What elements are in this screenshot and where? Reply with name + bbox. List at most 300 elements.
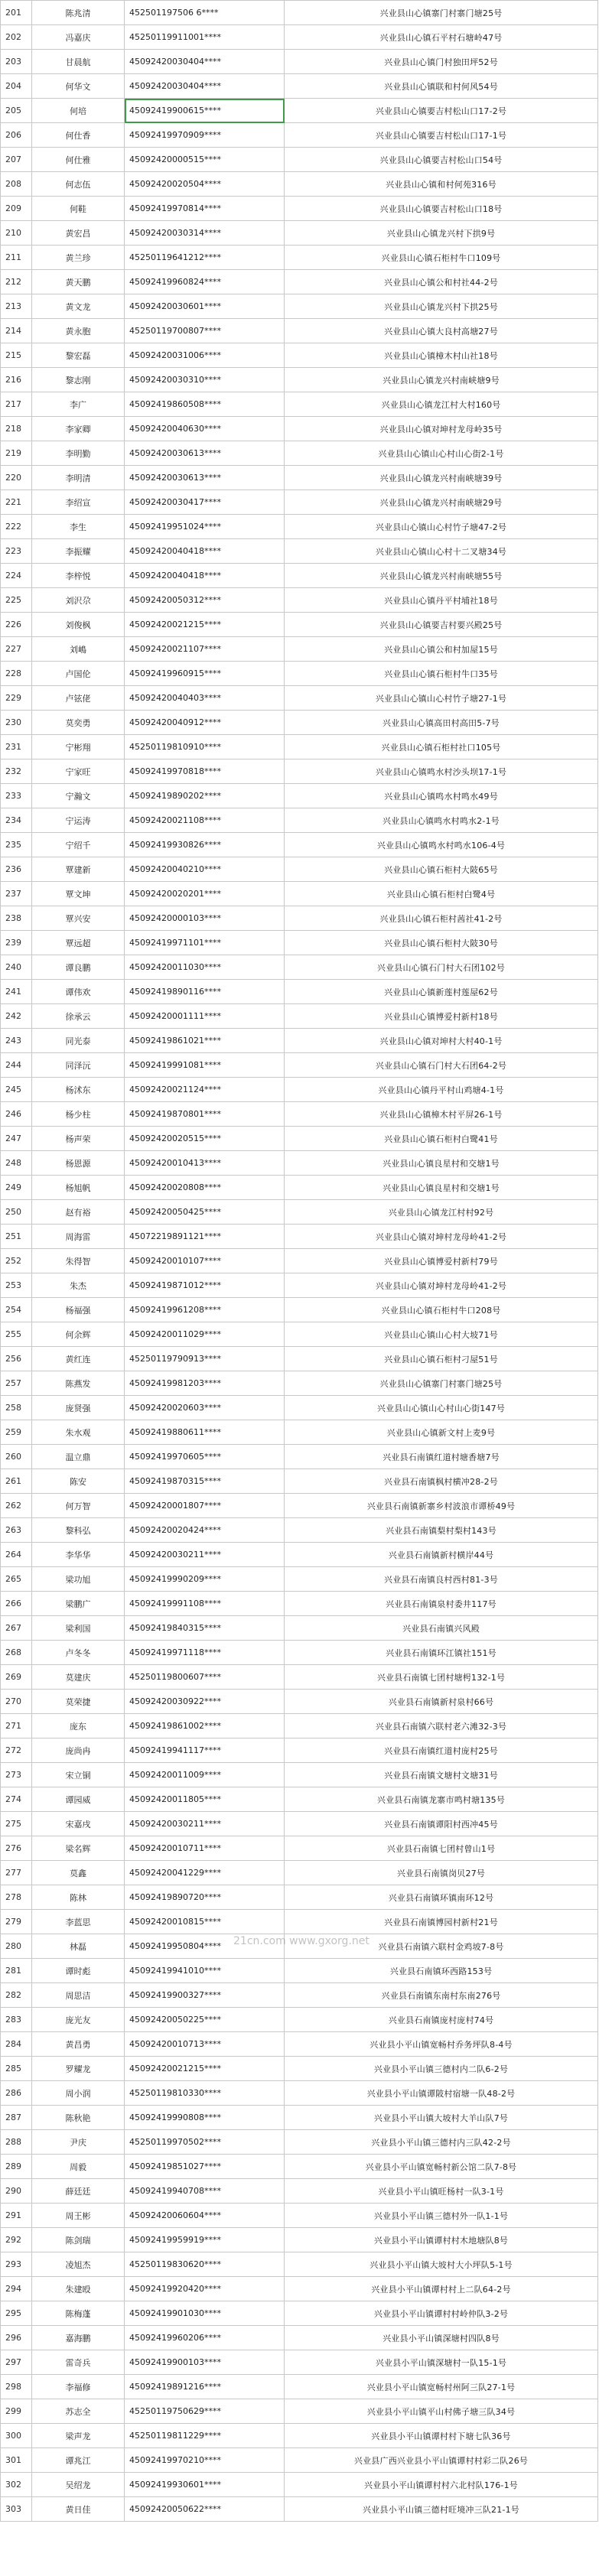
row-number[interactable]: 275 bbox=[1, 1812, 32, 1836]
id-number-cell[interactable]: 45092420040630**** bbox=[125, 417, 285, 441]
row-number[interactable]: 216 bbox=[1, 368, 32, 392]
table-row[interactable] bbox=[1, 1249, 598, 1273]
table-row[interactable] bbox=[1, 1127, 598, 1151]
name-cell[interactable]: 杨恩源 bbox=[32, 1151, 125, 1176]
table-row[interactable] bbox=[1, 1420, 598, 1445]
table-row[interactable] bbox=[1, 564, 598, 588]
row-number[interactable]: 240 bbox=[1, 955, 32, 980]
row-number[interactable]: 303 bbox=[1, 2497, 32, 2522]
id-number-cell[interactable]: 45092419971101**** bbox=[125, 931, 285, 955]
name-cell[interactable]: 何仕雅 bbox=[32, 148, 125, 172]
address-cell[interactable]: 兴业县山心镇门村独田坪52号 bbox=[285, 50, 598, 74]
table-row[interactable] bbox=[1, 490, 598, 515]
row-number[interactable]: 260 bbox=[1, 1445, 32, 1469]
table-row[interactable] bbox=[1, 662, 598, 686]
id-number-cell[interactable]: 45092420020504**** bbox=[125, 172, 285, 197]
row-number[interactable]: 295 bbox=[1, 2301, 32, 2326]
table-row[interactable] bbox=[1, 2057, 598, 2081]
name-cell[interactable]: 卢冬冬 bbox=[32, 1641, 125, 1665]
address-cell[interactable]: 兴业县石南镇红道村塘香塘7号 bbox=[285, 1445, 598, 1469]
name-cell[interactable]: 朱得智 bbox=[32, 1249, 125, 1273]
name-cell[interactable]: 赵有裕 bbox=[32, 1200, 125, 1225]
row-number[interactable]: 214 bbox=[1, 319, 32, 343]
id-number-cell[interactable]: 45250119911001**** bbox=[125, 25, 285, 50]
address-cell[interactable]: 兴业县小平山镇谭村村上二队64-2号 bbox=[285, 2277, 598, 2301]
name-cell[interactable]: 莫鑫 bbox=[32, 1861, 125, 1885]
table-row[interactable] bbox=[1, 784, 598, 808]
address-cell[interactable]: 兴业县石南镇梨村梨村143号 bbox=[285, 1518, 598, 1543]
name-cell[interactable]: 黎科弘 bbox=[32, 1518, 125, 1543]
id-number-cell[interactable]: 45250119700807**** bbox=[125, 319, 285, 343]
address-cell[interactable]: 兴业县小平山镇宽畅村州阿三队27-1号 bbox=[285, 2375, 598, 2399]
table-row[interactable] bbox=[1, 931, 598, 955]
name-cell[interactable]: 梁利国 bbox=[32, 1616, 125, 1641]
address-cell[interactable]: 兴业县山心镇公和村加屋15号 bbox=[285, 637, 598, 662]
table-row[interactable] bbox=[1, 1200, 598, 1225]
table-row[interactable] bbox=[1, 441, 598, 466]
row-number[interactable]: 234 bbox=[1, 808, 32, 833]
name-cell[interactable]: 何鞋 bbox=[32, 197, 125, 221]
table-row[interactable] bbox=[1, 1812, 598, 1836]
table-row[interactable] bbox=[1, 711, 598, 735]
address-cell[interactable]: 兴业县山心镇博爱村新村18号 bbox=[285, 1004, 598, 1029]
name-cell[interactable]: 朱水观 bbox=[32, 1420, 125, 1445]
row-number[interactable]: 277 bbox=[1, 1861, 32, 1885]
table-row[interactable] bbox=[1, 1004, 598, 1029]
name-cell[interactable]: 宋立铜 bbox=[32, 1763, 125, 1787]
row-number[interactable]: 282 bbox=[1, 1983, 32, 2008]
table-row[interactable] bbox=[1, 1959, 598, 1983]
row-number[interactable]: 287 bbox=[1, 2106, 32, 2130]
row-number[interactable]: 201 bbox=[1, 1, 32, 25]
table-row[interactable] bbox=[1, 1567, 598, 1592]
id-number-cell[interactable]: 45092420030404**** bbox=[125, 74, 285, 99]
table-row[interactable] bbox=[1, 2497, 598, 2522]
row-number[interactable]: 224 bbox=[1, 564, 32, 588]
address-cell[interactable]: 兴业县小平山镇谭村村木地塘队8号 bbox=[285, 2228, 598, 2252]
table-row[interactable] bbox=[1, 2204, 598, 2228]
id-number-cell[interactable]: 45092420010713**** bbox=[125, 2032, 285, 2057]
address-cell[interactable]: 兴业县山心镇龙兴村南峡塘55号 bbox=[285, 564, 598, 588]
id-number-cell[interactable]: 45250119641212**** bbox=[125, 246, 285, 270]
name-cell[interactable]: 刘俊枫 bbox=[32, 613, 125, 637]
address-cell[interactable]: 兴业县小平山镇大坡村大羊山队7号 bbox=[285, 2106, 598, 2130]
row-number[interactable]: 278 bbox=[1, 1885, 32, 1910]
address-cell[interactable]: 兴业县山心镇寨门村寨门塘25号 bbox=[285, 1371, 598, 1396]
row-number[interactable]: 297 bbox=[1, 2350, 32, 2375]
name-cell[interactable]: 谭良鹏 bbox=[32, 955, 125, 980]
id-number-cell[interactable]: 45092420050622**** bbox=[125, 2497, 285, 2522]
table-row[interactable] bbox=[1, 515, 598, 539]
name-cell[interactable]: 李华华 bbox=[32, 1543, 125, 1567]
table-row[interactable] bbox=[1, 808, 598, 833]
id-number-cell[interactable]: 45092420031006**** bbox=[125, 343, 285, 368]
table-row[interactable] bbox=[1, 539, 598, 564]
address-cell[interactable]: 兴业县山心镇石柜村牛口109号 bbox=[285, 246, 598, 270]
id-number-cell[interactable]: 45092420030211**** bbox=[125, 1543, 285, 1567]
table-row[interactable] bbox=[1, 1445, 598, 1469]
name-cell[interactable]: 梁鹏广 bbox=[32, 1592, 125, 1616]
id-number-cell[interactable]: 45092420021108**** bbox=[125, 808, 285, 833]
row-number[interactable]: 236 bbox=[1, 857, 32, 882]
row-number[interactable]: 301 bbox=[1, 2448, 32, 2473]
address-cell[interactable]: 兴业县小平山镇平山村佛子塘三队34号 bbox=[285, 2399, 598, 2424]
row-number[interactable]: 274 bbox=[1, 1787, 32, 1812]
table-row[interactable] bbox=[1, 294, 598, 319]
address-cell[interactable]: 兴业县石南镇泉村委井117号 bbox=[285, 1592, 598, 1616]
id-number-cell[interactable]: 45250119790913**** bbox=[125, 1347, 285, 1371]
name-cell[interactable]: 何志伍 bbox=[32, 172, 125, 197]
address-cell[interactable]: 兴业县山心镇石柜村白鹭41号 bbox=[285, 1127, 598, 1151]
address-cell[interactable]: 兴业县石南镇六联村金鸡坡7-8号 bbox=[285, 1934, 598, 1959]
name-cell[interactable]: 莫奕勇 bbox=[32, 711, 125, 735]
name-cell[interactable]: 李家卿 bbox=[32, 417, 125, 441]
table-row[interactable] bbox=[1, 882, 598, 906]
table-row[interactable] bbox=[1, 2301, 598, 2326]
id-number-cell[interactable]: 45092419901030**** bbox=[125, 2301, 285, 2326]
id-number-cell[interactable]: 45092419990209**** bbox=[125, 1567, 285, 1592]
name-cell[interactable]: 陈燕发 bbox=[32, 1371, 125, 1396]
address-cell[interactable]: 兴业县山心镇龙兴村下拱9号 bbox=[285, 221, 598, 246]
row-number[interactable]: 273 bbox=[1, 1763, 32, 1787]
table-row[interactable] bbox=[1, 2252, 598, 2277]
name-cell[interactable]: 凌旭杰 bbox=[32, 2252, 125, 2277]
name-cell[interactable]: 李广 bbox=[32, 392, 125, 417]
table-row[interactable] bbox=[1, 392, 598, 417]
name-cell[interactable]: 何余辉 bbox=[32, 1322, 125, 1347]
address-cell[interactable]: 兴业县山心镇要吉村要兴殿25号 bbox=[285, 613, 598, 637]
name-cell[interactable]: 黄日佳 bbox=[32, 2497, 125, 2522]
address-cell[interactable]: 兴业县山心镇良星村和交塘1号 bbox=[285, 1151, 598, 1176]
name-cell[interactable]: 陈梅蓬 bbox=[32, 2301, 125, 2326]
name-cell[interactable]: 李梓悦 bbox=[32, 564, 125, 588]
name-cell[interactable]: 李明清 bbox=[32, 466, 125, 490]
table-row[interactable] bbox=[1, 1543, 598, 1567]
name-cell[interactable]: 宁绍千 bbox=[32, 833, 125, 857]
name-cell[interactable]: 宋嘉戌 bbox=[32, 1812, 125, 1836]
name-cell[interactable]: 杨少柱 bbox=[32, 1102, 125, 1127]
table-row[interactable] bbox=[1, 319, 598, 343]
name-cell[interactable]: 谭时彪 bbox=[32, 1959, 125, 1983]
name-cell[interactable]: 黄宏昌 bbox=[32, 221, 125, 246]
id-number-cell[interactable]: 45092419871012**** bbox=[125, 1273, 285, 1298]
name-cell[interactable]: 莫建庆 bbox=[32, 1665, 125, 1690]
id-number-cell[interactable]: 45092420010711**** bbox=[125, 1836, 285, 1861]
address-cell[interactable]: 兴业县山心镇鸣水村沙头坝17-1号 bbox=[285, 759, 598, 784]
address-cell[interactable]: 兴业县山心镇公和村社44-2号 bbox=[285, 270, 598, 294]
table-row[interactable] bbox=[1, 588, 598, 613]
row-number[interactable]: 249 bbox=[1, 1176, 32, 1200]
table-row[interactable] bbox=[1, 1, 598, 25]
table-row[interactable] bbox=[1, 2424, 598, 2448]
id-number-cell[interactable]: 45092419860508**** bbox=[125, 392, 285, 417]
name-cell[interactable]: 梁功旭 bbox=[32, 1567, 125, 1592]
name-cell[interactable]: 温立鼎 bbox=[32, 1445, 125, 1469]
address-cell[interactable]: 兴业县石南镇环西路153号 bbox=[285, 1959, 598, 1983]
name-cell[interactable]: 莫荣捷 bbox=[32, 1690, 125, 1714]
table-row[interactable] bbox=[1, 50, 598, 74]
name-cell[interactable]: 薛廷廷 bbox=[32, 2179, 125, 2204]
address-cell[interactable]: 兴业县小平山镇三德村旺境冲三队21-1号 bbox=[285, 2497, 598, 2522]
row-number[interactable]: 210 bbox=[1, 221, 32, 246]
name-cell[interactable]: 徐承云 bbox=[32, 1004, 125, 1029]
table-row[interactable] bbox=[1, 980, 598, 1004]
row-number[interactable]: 228 bbox=[1, 662, 32, 686]
name-cell[interactable]: 黄兰珍 bbox=[32, 246, 125, 270]
id-number-cell[interactable]: 45092419951024**** bbox=[125, 515, 285, 539]
id-number-cell[interactable]: 45092420041229**** bbox=[125, 1861, 285, 1885]
table-row[interactable] bbox=[1, 2350, 598, 2375]
id-number-cell[interactable]: 45092420030417**** bbox=[125, 490, 285, 515]
id-number-cell[interactable]: 45092419870315**** bbox=[125, 1469, 285, 1494]
row-number[interactable]: 299 bbox=[1, 2399, 32, 2424]
id-number-cell[interactable]: 45092419970818**** bbox=[125, 759, 285, 784]
row-number[interactable]: 241 bbox=[1, 980, 32, 1004]
table-row[interactable] bbox=[1, 417, 598, 441]
row-number[interactable]: 230 bbox=[1, 711, 32, 735]
name-cell[interactable]: 覃建新 bbox=[32, 857, 125, 882]
address-cell[interactable]: 兴业县石南镇东南村东南276号 bbox=[285, 1983, 598, 2008]
id-number-cell[interactable]: 45250119810910**** bbox=[125, 735, 285, 759]
id-number-cell[interactable]: 45092419851027**** bbox=[125, 2155, 285, 2179]
name-cell[interactable]: 宁彬翔 bbox=[32, 735, 125, 759]
id-number-cell[interactable]: 45092420020201**** bbox=[125, 882, 285, 906]
name-cell[interactable]: 李绍宣 bbox=[32, 490, 125, 515]
address-cell[interactable]: 兴业县广西兴业县小平山镇谭村村彩二队26号 bbox=[285, 2448, 598, 2473]
id-number-cell[interactable]: 45092420010413**** bbox=[125, 1151, 285, 1176]
id-number-cell[interactable]: 45092419920420**** bbox=[125, 2277, 285, 2301]
name-cell[interactable]: 黎宏磊 bbox=[32, 343, 125, 368]
table-row[interactable] bbox=[1, 833, 598, 857]
address-cell[interactable]: 兴业县小平山镇三德村外一队1-1号 bbox=[285, 2204, 598, 2228]
name-cell[interactable]: 陈兆清 bbox=[32, 1, 125, 25]
address-cell[interactable]: 兴业县小平山镇谭村村下塘七队36号 bbox=[285, 2424, 598, 2448]
table-row[interactable] bbox=[1, 686, 598, 711]
name-cell[interactable]: 林磊 bbox=[32, 1934, 125, 1959]
table-row[interactable] bbox=[1, 2448, 598, 2473]
id-number-cell[interactable]: 45092420020603**** bbox=[125, 1396, 285, 1420]
table-row[interactable] bbox=[1, 2473, 598, 2497]
address-cell[interactable]: 兴业县小平山镇三德村内三队42-2号 bbox=[285, 2130, 598, 2155]
name-cell[interactable]: 庞东 bbox=[32, 1714, 125, 1738]
id-number-cell[interactable]: 45092420011009**** bbox=[125, 1763, 285, 1787]
name-cell[interactable]: 覃远超 bbox=[32, 931, 125, 955]
name-cell[interactable]: 黄昌勇 bbox=[32, 2032, 125, 2057]
address-cell[interactable]: 兴业县石南镇兴风殿 bbox=[285, 1616, 598, 1641]
name-cell[interactable]: 覃兴安 bbox=[32, 906, 125, 931]
row-number[interactable]: 286 bbox=[1, 2081, 32, 2106]
id-number-cell[interactable]: 45092419960206**** bbox=[125, 2326, 285, 2350]
address-cell[interactable]: 兴业县石南镇新村横岸44号 bbox=[285, 1543, 598, 1567]
table-row[interactable] bbox=[1, 172, 598, 197]
row-number[interactable]: 233 bbox=[1, 784, 32, 808]
address-cell[interactable]: 兴业县山心镇石柜村牛口208号 bbox=[285, 1298, 598, 1322]
row-number[interactable]: 205 bbox=[1, 99, 32, 123]
address-cell[interactable]: 兴业县石南镇环镇南环12号 bbox=[285, 1885, 598, 1910]
address-cell[interactable]: 兴业县石南镇新寨乡村波浪市谭桥49号 bbox=[285, 1494, 598, 1518]
id-number-cell[interactable]: 45092420020515**** bbox=[125, 1127, 285, 1151]
address-cell[interactable]: 兴业县小平山镇三德村内二队6-2号 bbox=[285, 2057, 598, 2081]
table-row[interactable] bbox=[1, 2399, 598, 2424]
row-number[interactable]: 211 bbox=[1, 246, 32, 270]
name-cell[interactable]: 陈秋艳 bbox=[32, 2106, 125, 2130]
table-row[interactable] bbox=[1, 1102, 598, 1127]
address-cell[interactable]: 兴业县小平山镇深塘村一队15-1号 bbox=[285, 2350, 598, 2375]
name-cell[interactable]: 谭兆江 bbox=[32, 2448, 125, 2473]
name-cell[interactable]: 覃文坤 bbox=[32, 882, 125, 906]
id-number-cell[interactable]: 45250119750629**** bbox=[125, 2399, 285, 2424]
address-cell[interactable]: 兴业县山心镇山心村山心街147号 bbox=[285, 1396, 598, 1420]
address-cell[interactable]: 兴业县石南镇六联村老六滩32-3号 bbox=[285, 1714, 598, 1738]
table-row[interactable] bbox=[1, 613, 598, 637]
address-cell[interactable]: 兴业县山心镇大良村高塘27号 bbox=[285, 319, 598, 343]
id-number-cell[interactable]: 45092420030613**** bbox=[125, 441, 285, 466]
table-row[interactable] bbox=[1, 2155, 598, 2179]
address-cell[interactable]: 兴业县石南镇文塘村文塘31号 bbox=[285, 1763, 598, 1787]
name-cell[interactable]: 陈安 bbox=[32, 1469, 125, 1494]
row-number[interactable]: 268 bbox=[1, 1641, 32, 1665]
row-number[interactable]: 207 bbox=[1, 148, 32, 172]
id-number-cell[interactable]: 45092419840315**** bbox=[125, 1616, 285, 1641]
row-number[interactable]: 221 bbox=[1, 490, 32, 515]
address-cell[interactable]: 兴业县石南镇良村西村81-3号 bbox=[285, 1567, 598, 1592]
row-number[interactable]: 213 bbox=[1, 294, 32, 319]
address-cell[interactable]: 兴业县石南镇博园村新村21号 bbox=[285, 1910, 598, 1934]
table-row[interactable] bbox=[1, 368, 598, 392]
name-cell[interactable]: 尹庆 bbox=[32, 2130, 125, 2155]
address-cell[interactable]: 兴业县山心镇龙江村大村160号 bbox=[285, 392, 598, 417]
id-number-cell[interactable]: 45092420021215**** bbox=[125, 613, 285, 637]
row-number[interactable]: 244 bbox=[1, 1053, 32, 1078]
table-row[interactable] bbox=[1, 1690, 598, 1714]
table-row[interactable] bbox=[1, 955, 598, 980]
table-row[interactable] bbox=[1, 1225, 598, 1249]
id-number-cell[interactable]: 45092419970605**** bbox=[125, 1445, 285, 1469]
id-number-cell[interactable]: 45092419890116**** bbox=[125, 980, 285, 1004]
row-number[interactable]: 290 bbox=[1, 2179, 32, 2204]
id-number-cell[interactable]: 45092420010815**** bbox=[125, 1910, 285, 1934]
table-row[interactable] bbox=[1, 123, 598, 148]
table-row[interactable] bbox=[1, 857, 598, 882]
address-cell[interactable]: 兴业县山心镇石柜村大陂65号 bbox=[285, 857, 598, 882]
row-number[interactable]: 281 bbox=[1, 1959, 32, 1983]
row-number[interactable]: 271 bbox=[1, 1714, 32, 1738]
row-number[interactable]: 206 bbox=[1, 123, 32, 148]
address-cell[interactable]: 兴业县山心镇丹平村埔社18号 bbox=[285, 588, 598, 613]
address-cell[interactable]: 兴业县小平山镇宽畅村乔务坪队8-4号 bbox=[285, 2032, 598, 2057]
row-number[interactable]: 257 bbox=[1, 1371, 32, 1396]
name-cell[interactable]: 杨福强 bbox=[32, 1298, 125, 1322]
name-cell[interactable]: 何培 bbox=[32, 99, 125, 123]
address-cell[interactable]: 兴业县山心镇要吉村松山口17-2号 bbox=[285, 99, 598, 123]
row-number[interactable]: 272 bbox=[1, 1738, 32, 1763]
table-row[interactable] bbox=[1, 1273, 598, 1298]
row-number[interactable]: 227 bbox=[1, 637, 32, 662]
table-row[interactable] bbox=[1, 1616, 598, 1641]
id-number-cell[interactable]: 45092419971118**** bbox=[125, 1641, 285, 1665]
name-cell[interactable]: 李福修 bbox=[32, 2375, 125, 2399]
name-cell[interactable]: 黄红连 bbox=[32, 1347, 125, 1371]
table-row[interactable] bbox=[1, 1934, 598, 1959]
row-number[interactable]: 267 bbox=[1, 1616, 32, 1641]
table-row[interactable] bbox=[1, 1910, 598, 1934]
id-number-cell[interactable]: 45092420060604**** bbox=[125, 2204, 285, 2228]
address-cell[interactable]: 兴业县山心镇石门村大石团102号 bbox=[285, 955, 598, 980]
name-cell[interactable]: 杨声荣 bbox=[32, 1127, 125, 1151]
table-row[interactable] bbox=[1, 25, 598, 50]
id-number-cell[interactable]: 45092420011029**** bbox=[125, 1322, 285, 1347]
address-cell[interactable]: 兴业县山心镇龙兴村南峡塘39号 bbox=[285, 466, 598, 490]
id-number-cell[interactable]: 45092420050312**** bbox=[125, 588, 285, 613]
name-cell[interactable]: 庞贤强 bbox=[32, 1396, 125, 1420]
address-cell[interactable]: 兴业县石南镇枫村横冲28-2号 bbox=[285, 1469, 598, 1494]
id-number-cell[interactable]: 45092420030211**** bbox=[125, 1812, 285, 1836]
name-cell[interactable]: 同光泰 bbox=[32, 1029, 125, 1053]
address-cell[interactable]: 兴业县石南镇环江镇社151号 bbox=[285, 1641, 598, 1665]
id-number-cell[interactable]: 45092419861002**** bbox=[125, 1714, 285, 1738]
row-number[interactable]: 293 bbox=[1, 2252, 32, 2277]
row-number[interactable]: 225 bbox=[1, 588, 32, 613]
row-number[interactable]: 220 bbox=[1, 466, 32, 490]
table-row[interactable] bbox=[1, 637, 598, 662]
name-cell[interactable]: 李振耀 bbox=[32, 539, 125, 564]
row-number[interactable]: 252 bbox=[1, 1249, 32, 1273]
table-row[interactable] bbox=[1, 2130, 598, 2155]
row-number[interactable]: 263 bbox=[1, 1518, 32, 1543]
row-number[interactable]: 235 bbox=[1, 833, 32, 857]
id-number-cell[interactable]: 45092420030601**** bbox=[125, 294, 285, 319]
id-number-cell[interactable]: 45092420020424**** bbox=[125, 1518, 285, 1543]
name-cell[interactable]: 李蓝思 bbox=[32, 1910, 125, 1934]
id-number-cell[interactable]: 45092420040210**** bbox=[125, 857, 285, 882]
table-row[interactable] bbox=[1, 1151, 598, 1176]
address-cell[interactable]: 兴业县山心镇博爱村新村79号 bbox=[285, 1249, 598, 1273]
address-cell[interactable]: 兴业县山心镇山心村竹子塘47-2号 bbox=[285, 515, 598, 539]
name-cell[interactable]: 黄文龙 bbox=[32, 294, 125, 319]
id-number-cell[interactable]: 45092419900327**** bbox=[125, 1983, 285, 2008]
row-number[interactable]: 292 bbox=[1, 2228, 32, 2252]
address-cell[interactable]: 兴业县山心镇对坤村龙母岭35号 bbox=[285, 417, 598, 441]
table-row[interactable] bbox=[1, 1836, 598, 1861]
id-number-cell[interactable]: 45092420030922**** bbox=[125, 1690, 285, 1714]
id-number-cell[interactable]: 45092419990808**** bbox=[125, 2106, 285, 2130]
name-cell[interactable]: 黎志刚 bbox=[32, 368, 125, 392]
table-row[interactable] bbox=[1, 197, 598, 221]
row-number[interactable]: 229 bbox=[1, 686, 32, 711]
row-number[interactable]: 291 bbox=[1, 2204, 32, 2228]
table-row[interactable] bbox=[1, 2277, 598, 2301]
id-number-cell[interactable]: 45092420001807**** bbox=[125, 1494, 285, 1518]
row-number[interactable]: 218 bbox=[1, 417, 32, 441]
row-number[interactable]: 269 bbox=[1, 1665, 32, 1690]
table-row[interactable] bbox=[1, 246, 598, 270]
name-cell[interactable]: 黄永胞 bbox=[32, 319, 125, 343]
table-row[interactable] bbox=[1, 1641, 598, 1665]
table-row[interactable] bbox=[1, 99, 598, 123]
row-number[interactable]: 296 bbox=[1, 2326, 32, 2350]
row-number[interactable]: 212 bbox=[1, 270, 32, 294]
id-number-cell[interactable]: 45092419970909**** bbox=[125, 123, 285, 148]
id-number-cell[interactable]: 45092420010107**** bbox=[125, 1249, 285, 1273]
address-cell[interactable]: 兴业县山心镇对坤村大村40-1号 bbox=[285, 1029, 598, 1053]
table-row[interactable] bbox=[1, 1053, 598, 1078]
table-row[interactable] bbox=[1, 2326, 598, 2350]
name-cell[interactable]: 陈林 bbox=[32, 1885, 125, 1910]
row-number[interactable]: 223 bbox=[1, 539, 32, 564]
table-row[interactable] bbox=[1, 759, 598, 784]
table-row[interactable] bbox=[1, 2008, 598, 2032]
name-cell[interactable]: 杨旭帆 bbox=[32, 1176, 125, 1200]
